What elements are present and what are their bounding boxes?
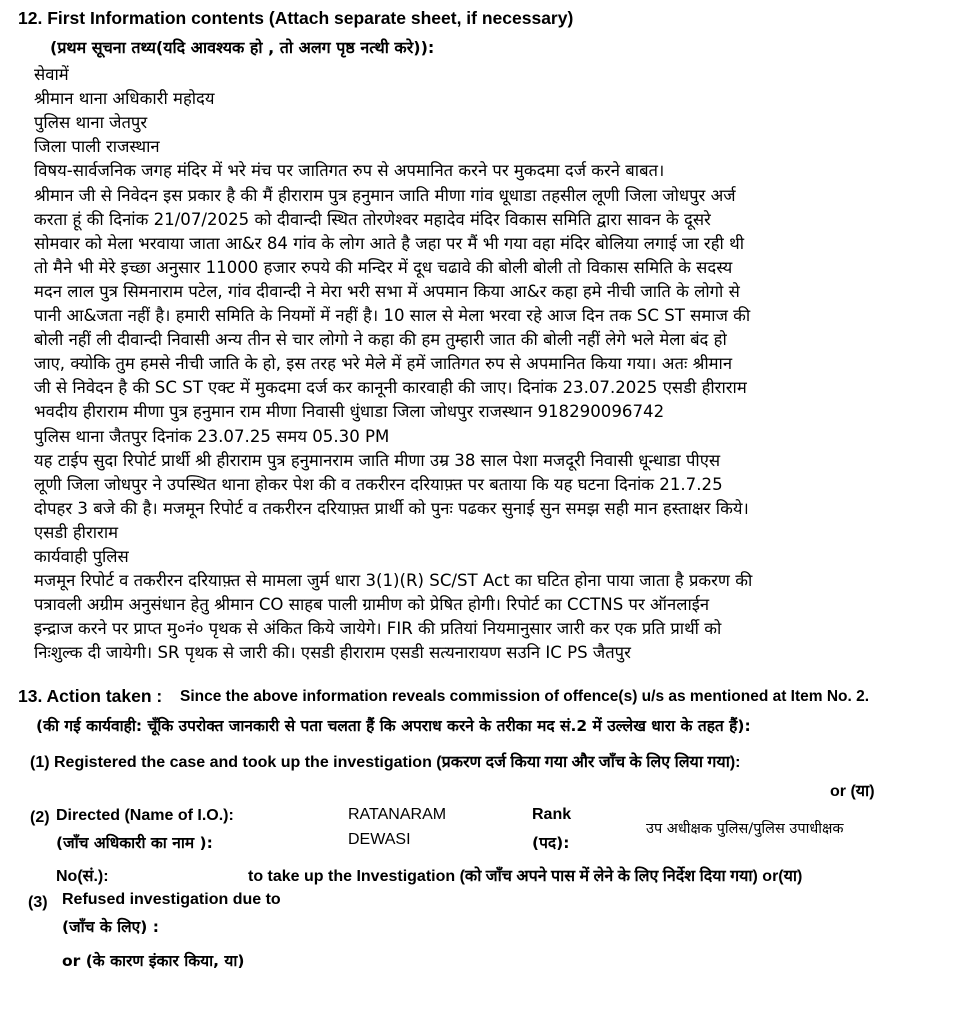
- fir-line: करता हूं की दिनांक 21/07/2025 को दीवान्दी स्थित तोरणेश्वर महादेव मंदिर विकास समिति द्वारा सावन के दूसरे: [34, 209, 711, 229]
- fir-line: विषय-सार्वजनिक जगह मंदिर में भरे मंच पर जातिगत रुप से अपमानित करने पर मुकदमा दर्ज करने बाबत।: [34, 161, 665, 181]
- fir-line: श्रीमान जी से निवेदन इस प्रकार है की मैं हीराराम पुत्र हनुमान जाति मीणा गांव धूधाडा तहसील लूणी जिला जोधपुर अर्ज: [34, 185, 736, 205]
- fir-line: कार्यवाही पुलिस: [34, 547, 129, 566]
- action-statement: Since the above information reveals commission of offence(s) u/s as mentioned at Item No. 2.: [180, 688, 870, 705]
- fir-line: श्रीमान थाना अधिकारी महोदय: [34, 89, 215, 109]
- refused-label-hindi: (जाँच के लिए) :: [62, 918, 159, 936]
- fir-line: दोपहर 3 बजे की है। मजमून रिपोर्ट व तकरीरन दरियाफ़्त प्रार्थी को पुनः पढकर सुनाई सुन समझ सही मान हस्ताक्षर किये।: [34, 498, 749, 518]
- directed-io-label-hindi: (जाँच अधिकारी का नाम ):: [56, 834, 213, 852]
- fir-line: एसडी हीराराम: [34, 522, 119, 542]
- fir-line: सोमवार को मेला भरवाया जाता आ&र 84 गांव के लोग आते है जहा पर मैं भी गया वहा मंदिर बोलिया लगाई जा रही थी: [34, 233, 744, 253]
- fir-line: यह टाईप सुदा रिपोर्ट प्रार्थी श्री हीराराम पुत्र हनुमानराम जाति मीणा उम्र 38 साल पेशा मजदूरी निवासी धून्धाडा पीएस: [34, 450, 721, 470]
- action-statement-hindi: (की गई कार्यवाही: चूँकि उपरोक्त जानकारी से पता चलता हैं कि अपराध करने के तरीका मद सं.2 में उल्लेख धारा के तहत हैं):: [36, 717, 751, 735]
- fir-line: भवदीय हीराराम मीणा पुत्र हनुमान राम मीणा निवासी धुंधाडा जिला जोधपुर राजस्थान 918290096742: [34, 402, 665, 422]
- or-text-1: or (या): [830, 783, 875, 800]
- rank-label: Rank: [532, 806, 572, 823]
- fir-line: मदन लाल पुत्र सिमनाराम पटेल, गांव दीवान्दी ने मेरा भरी सभा में अपमान किया आ&र कहा हमे नीची जाति के लोगो से: [34, 281, 740, 301]
- rank-value: उप अधीक्षक पुलिस/पुलिस उपाधीक्षक: [646, 821, 844, 837]
- refused-label: Refused investigation due to: [62, 891, 281, 908]
- section-12-subtitle: (प्रथम सूचना तथ्य(यदि आवश्यक हो , तो अलग पृष्ठ नत्थी करे)):: [50, 38, 435, 57]
- fir-line: बोली नहीं ली दीवान्दी निवासी अन्य तीन से चार लोगो ने कहा की हम तुम्हारी जात की बोली नहीं लेगे भले मेला बंद हो: [34, 330, 727, 350]
- io-name-first: RATANARAM: [348, 806, 447, 823]
- direct-investigation-text: to take up the Investigation (को जाँच अपने पास में लेने के लिए निर्देश दिया गया) or(या): [248, 868, 803, 885]
- fir-line: तो मैने भी मेरे इच्छा अनुसार 11000 हजार रुपये की मन्दिर में दूध चढावे की बोली बोली तो विकास समिति के सदस्य: [34, 257, 733, 277]
- fir-line: लूणी जिला जोधपुर ने उपस्थित थाना होकर पेश की व तकरीरन दरियाफ़्त पर बताया कि यह घटना दिनांक 21.7.25: [34, 474, 723, 494]
- directed-io-label: Directed (Name of I.O.):: [56, 807, 234, 824]
- action-item-1: (1) Registered the case and took up the investigation (प्रकरण दर्ज किया गया और जाँच के लिए लिया गया):: [30, 754, 741, 771]
- action-item-2-number: (2): [30, 809, 50, 826]
- fir-line: पानी आ&जता नहीं है। हमारी समिति के नियमों में नहीं है। 10 साल से मेला भरवा रहे आज दिन तक SC ST समाज की: [34, 306, 751, 325]
- fir-line: जी से निवेदन है की SC ST एक्ट में मुकदमा दर्ज कर कानूनी कारवाही की जाए। दिनांक 23.07.2025 एसडी हीराराम: [34, 378, 747, 398]
- fir-line: निःशुल्क दी जायेगी। SR पृथक से जारी की। एसडी हीराराम एसडी सत्यनारायण सउनि IC PS जैतपुर: [34, 643, 631, 663]
- fir-line: मजमून रिपोर्ट व तकरीरन दरियाफ़्त से मामला जुर्म धारा 3(1)(R) SC/ST Act का घटित होना पाया जाता है प्रकरण की: [34, 571, 753, 591]
- rank-label-hindi: (पद):: [532, 834, 570, 852]
- fir-line: जाए, क्योकि तुम हमसे नीची जाति के हो, इस तरह भरे मेले में हमें जातिगत रुप से अपमानित किया गया। अतः श्रीमान: [34, 354, 733, 374]
- fir-line: पुलिस थाना जैतपुर दिनांक 23.07.25 समय 05.30 PM: [34, 426, 390, 446]
- fir-line: इन्द्राज करने पर प्राप्त मु०नं० पृथक से अंकित किये जायेगे। FIR की प्रतियां नियमानुसार जारी कर एक प्रति प्रार्थी को: [34, 619, 722, 639]
- action-item-3-number: (3): [28, 894, 48, 911]
- refused-or-text: or (के कारण इंकार किया, या): [62, 952, 245, 970]
- section-13-title: 13. Action taken :: [18, 686, 163, 706]
- fir-line: सेवामें: [34, 65, 69, 84]
- fir-line: पुलिस थाना जेतपुर: [34, 113, 148, 133]
- fir-line: जिला पाली राजस्थान: [34, 137, 160, 157]
- no-label: No(सं.):: [56, 868, 109, 885]
- fir-line: पत्रावली अग्रीम अनुसंधान हेतु श्रीमान CO साहब पाली ग्रामीण को प्रेषित होगी। रिपोर्ट का CCTNS पर ऑनलाईन: [34, 595, 710, 615]
- section-12-title: 12. First Information contents (Attach separate sheet, if necessary): [18, 8, 574, 28]
- io-name-last: DEWASI: [348, 831, 411, 848]
